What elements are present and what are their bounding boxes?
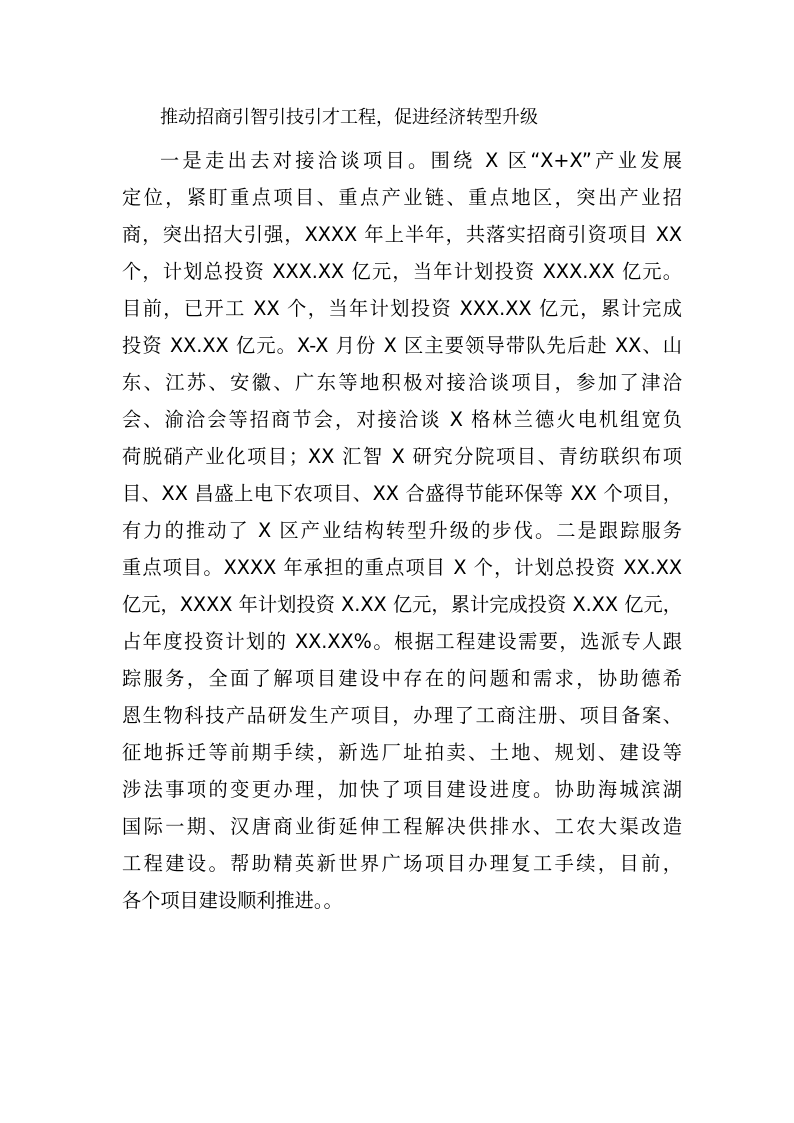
body-line: 目、XX 昌盛上电下农项目、XX 合盛得节能环保等 XX 个项目， (122, 482, 682, 505)
body-line: 定位，紧盯重点项目、重点产业链、重点地区，突出产业招 (122, 186, 682, 209)
body-line: 各个项目建设顺利推进。。 (122, 889, 343, 912)
body-line: 恩生物科技产品研发生产项目，办理了工商注册、项目备案、 (122, 704, 682, 727)
body-line: 占年度投资计划的 XX.XX%。根据工程建设需要，选派专人跟 (122, 630, 682, 653)
body-line: 一是走出去对接洽谈项目。围绕 X 区“X+X”产业发展 (160, 149, 682, 172)
body-line: 涉法事项的变更办理，加快了项目建设进度。协助海城滨湖 (122, 778, 682, 801)
document-title: 推动招商引智引技引才工程，促进经济转型升级 (160, 107, 538, 128)
body-line: 个，计划总投资 XXX.XX 亿元，当年计划投资 XXX.XX 亿元。 (122, 260, 682, 283)
body-line: 东、江苏、安徽、广东等地积极对接洽谈项目，参加了津洽 (122, 371, 682, 394)
body-line: 投资 XX.XX 亿元。X-X 月份 X 区主要领导带队先后赴 XX、山 (122, 334, 682, 357)
body-line: 征地拆迁等前期手续，新选厂址拍卖、土地、规划、建设等 (122, 741, 682, 764)
body-line: 目前，已开工 XX 个，当年计划投资 XXX.XX 亿元，累计完成 (122, 297, 682, 320)
body-line: 国际一期、汉唐商业街延伸工程解决供排水、工农大渠改造 (122, 815, 682, 838)
body-line: 会、渝洽会等招商节会，对接洽谈 X 格林兰德火电机组宽负 (122, 408, 682, 431)
body-line: 荷脱硝产业化项目；XX 汇智 X 研究分院项目、青纺联织布项 (122, 445, 682, 468)
body-line: 踪服务，全面了解项目建设中存在的问题和需求，协助德希 (122, 667, 682, 690)
body-line: 重点项目。XXXX 年承担的重点项目 X 个，计划总投资 XX.XX (122, 556, 682, 579)
body-line: 亿元，XXXX 年计划投资 X.XX 亿元，累计完成投资 X.XX 亿元， (122, 593, 682, 616)
document-body (122, 142, 682, 919)
body-line: 商，突出招大引强，XXXX 年上半年，共落实招商引资项目 XX (122, 223, 682, 246)
body-line: 工程建设。帮助精英新世界广场项目办理复工手续，目前， (122, 852, 682, 875)
body-line: 有力的推动了 X 区产业结构转型升级的步伐。二是跟踪服务 (122, 519, 682, 542)
